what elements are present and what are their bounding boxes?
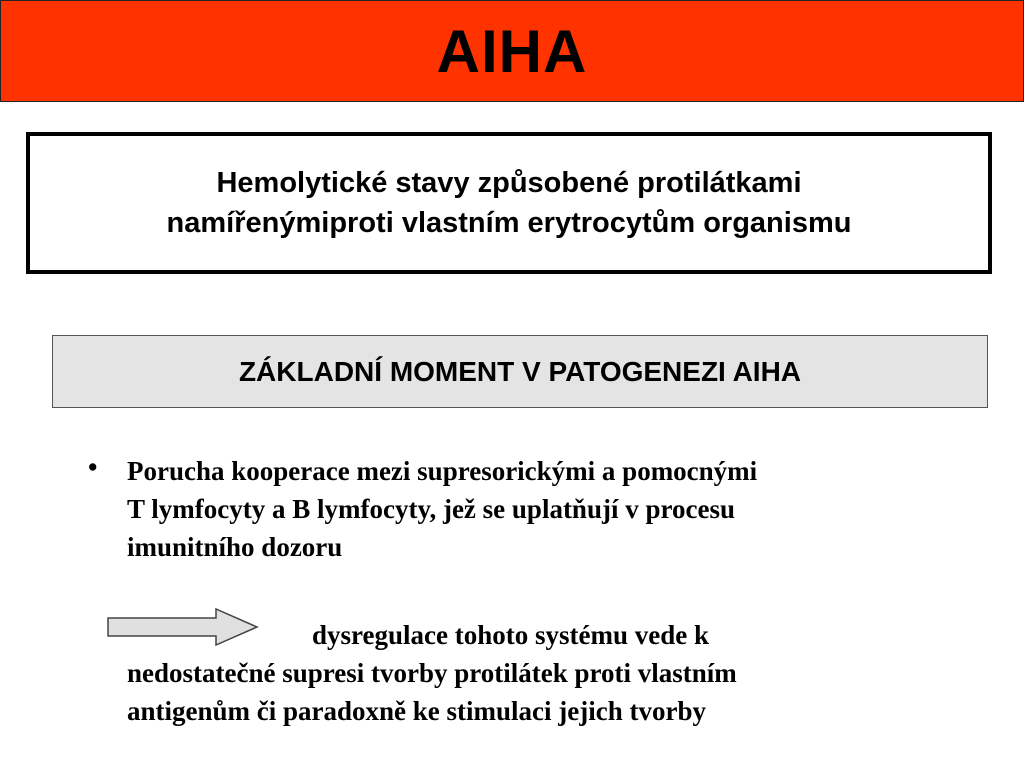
- definition-line-2: namířenýmiproti vlastním erytrocytům organismu: [166, 207, 852, 239]
- consequence-paragraph: [127, 654, 737, 730]
- bullet-paragraph: [127, 452, 757, 566]
- subheading-box: [52, 335, 988, 408]
- bullet-line-2: T lymfocyty a B lymfocyty, jež se uplatňují v procesu: [127, 494, 735, 524]
- right-arrow-icon: [106, 607, 260, 647]
- arrow-shape: [108, 609, 257, 645]
- consequence-line-1: dysregulace tohoto systému vede k: [312, 620, 709, 650]
- bullet-line-1: Porucha kooperace mezi supresorickými a pomocnými: [127, 456, 758, 486]
- slide-title: AIHA: [436, 17, 588, 85]
- bullet-marker: •: [88, 452, 98, 482]
- bullet-line-3: imunitního dozoru: [127, 532, 343, 562]
- consequence-line-3: antigenům či paradoxně ke stimulaci jejich tvorby: [127, 696, 706, 726]
- consequence-line-2: nedostatečné supresi tvorby protilátek proti vlastním: [127, 658, 737, 688]
- subheading-text: ZÁKLADNÍ MOMENT V PATOGENEZI AIHA: [238, 355, 802, 387]
- definition-box: [26, 132, 992, 274]
- definition-line-1: Hemolytické stavy způsobené protilátkami: [216, 167, 802, 199]
- title-bar: [0, 0, 1024, 102]
